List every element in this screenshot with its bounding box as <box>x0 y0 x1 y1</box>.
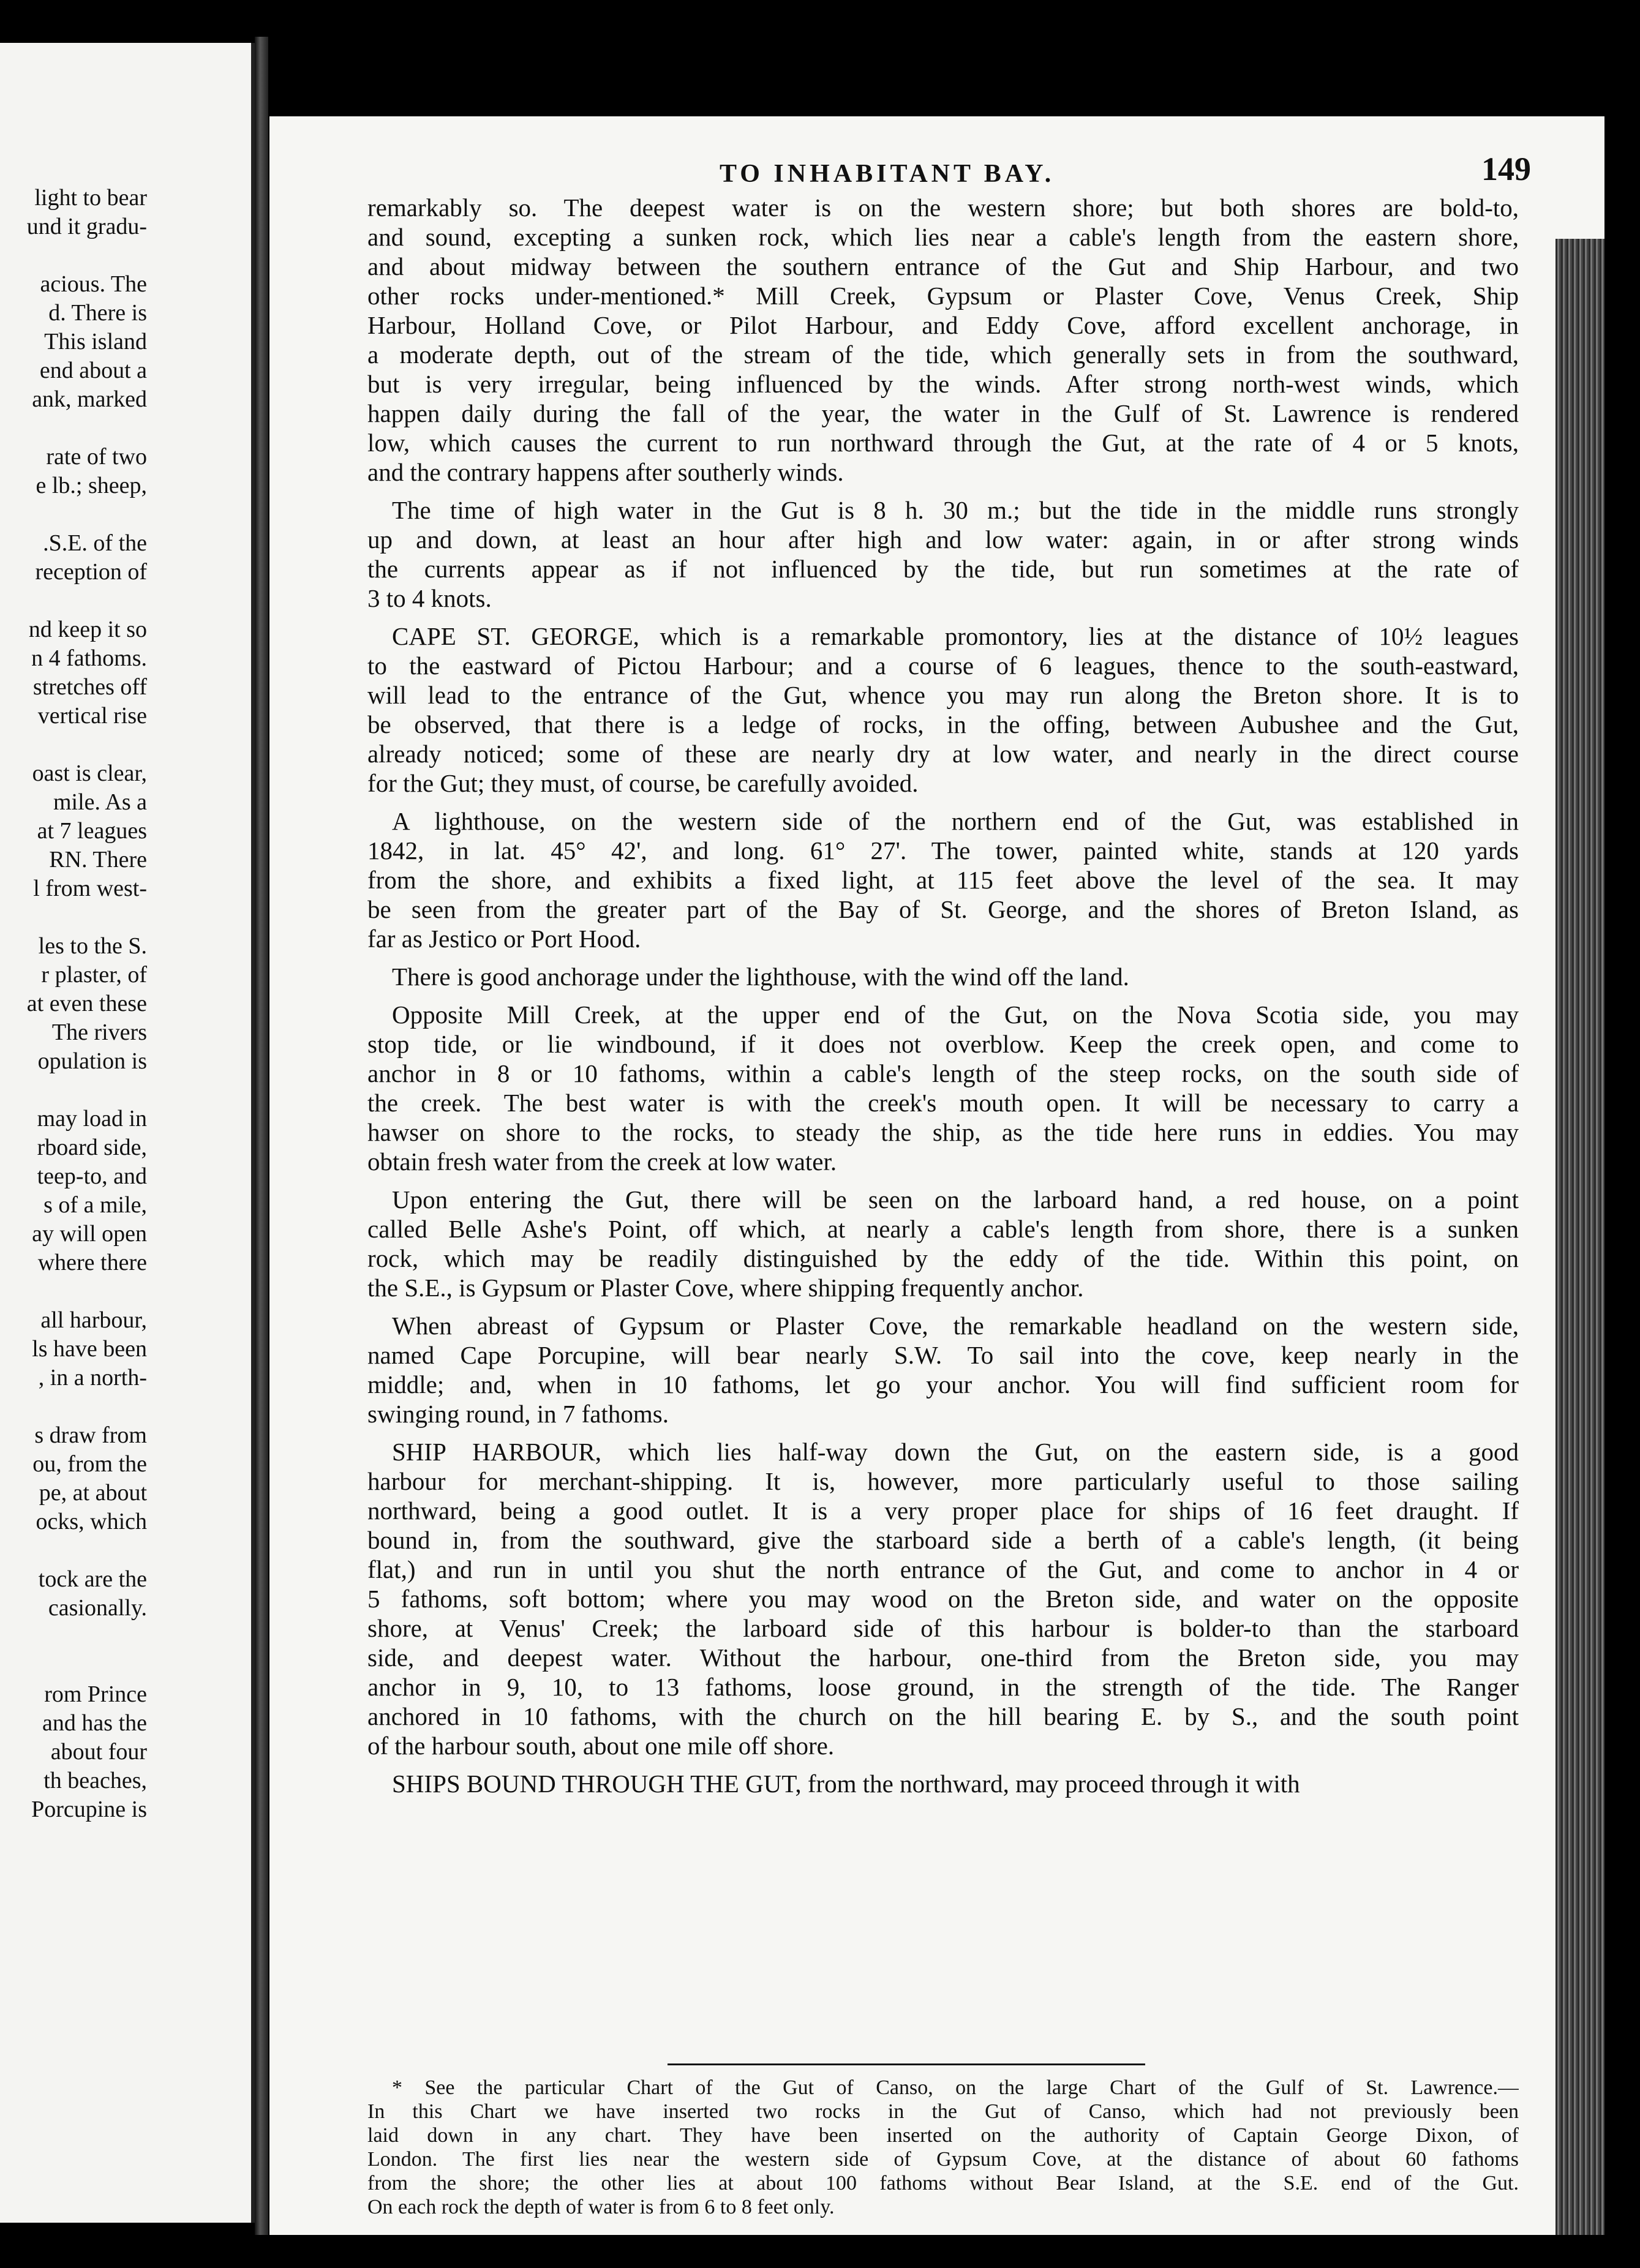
paragraph-gap <box>367 798 1519 806</box>
text-line: northward, being a good outlet. It is a very proper place for ships of 16 feet draught. If <box>367 1496 1519 1525</box>
text-line: anchor in 8 or 10 fathoms, within a cable's length of the steep rocks, on the south side of <box>367 1059 1519 1087</box>
text-line: named Cape Porcupine, will bear nearly S.W. To sail into the cove, keep nearly in the <box>367 1341 1519 1369</box>
left-page-line: Porcupine is <box>31 1797 147 1822</box>
left-page-line: rboard side, <box>37 1135 147 1160</box>
left-page-line: stretches off <box>32 674 147 700</box>
text-line: low, which causes the current to run northward through the Gut, at the rate of 4 or 5 knots, <box>367 429 1519 457</box>
text-line: and sound, excepting a sunken rock, which lies near a cable's length from the eastern shore, <box>367 223 1519 251</box>
left-page-line: and has the <box>42 1710 147 1736</box>
text-line: anchored in 10 fathoms, with the church on the hill bearing E. by S., and the south point <box>367 1702 1519 1730</box>
text-line: anchor in 9, 10, to 13 fathoms, loose ground, in the strength of the tide. The Ranger <box>367 1673 1519 1701</box>
paragraph <box>367 621 1519 798</box>
paragraph <box>367 495 1519 613</box>
paragraph <box>367 1437 1519 1760</box>
left-page-line: at 7 leagues <box>37 818 147 844</box>
text-line: bound in, from the southward, give the starboard side a berth of a cable's length, (it being <box>367 1526 1519 1554</box>
footnote-line: laid down in any chart. They have been inserted on the authority of Captain George Dixon, of <box>367 2124 1519 2147</box>
paragraph-gap <box>367 1798 1519 1807</box>
paragraph-gap <box>367 1176 1519 1185</box>
paragraph <box>367 962 1519 991</box>
left-page-line: all harbour, <box>40 1307 147 1333</box>
text-line: obtain fresh water from the creek at low water. <box>367 1147 837 1176</box>
text-line: will lead to the entrance of the Gut, whence you may run along the Breton shore. It is to <box>367 681 1519 709</box>
left-page-line: RN. There <box>49 847 147 873</box>
text-line: 1842, in lat. 45° 42', and long. 61° 27'. The tower, painted white, stands at 120 yards <box>367 836 1519 865</box>
left-page-line: ocks, which <box>36 1509 147 1534</box>
paragraph-gap <box>367 487 1519 495</box>
footnote-line: In this Chart we have inserted two rocks in the Gut of Canso, which had not previously been <box>367 2100 1519 2123</box>
left-page-line: pe, at about <box>39 1480 147 1506</box>
text-line: be observed, that there is a ledge of rocks, in the offing, between Aubushee and the Gut, <box>367 710 1519 738</box>
text-line: There is good anchorage under the lighthouse, with the wind off the land. <box>392 963 1129 991</box>
text-line: middle; and, when in 10 fathoms, let go your anchor. You will find sufficient room for <box>367 1370 1519 1399</box>
paragraph-gap <box>367 1429 1519 1437</box>
right-page <box>269 116 1604 2235</box>
paragraph <box>367 1769 1519 1798</box>
left-page-line: s of a mile, <box>43 1192 147 1218</box>
text-line: Harbour, Holland Cove, or Pilot Harbour, and Eddy Cove, afford excellent anchorage, in <box>367 311 1519 339</box>
left-page-line: ls have been <box>32 1336 147 1362</box>
text-line: the creek. The best water is with the creek's mouth open. It will be necessary to carry a <box>367 1089 1519 1117</box>
footnote <box>367 2076 1519 2219</box>
text-line: When abreast of Gypsum or Plaster Cove, the remarkable headland on the western side, <box>392 1312 1519 1340</box>
text-line: swinging round, in 7 fathoms. <box>367 1400 669 1428</box>
footnote-line: * See the particular Chart of the Gut of Canso, on the large Chart of the Gulf of St. Lawrence.— <box>392 2076 1519 2099</box>
footnote-line: London. The first lies near the western side of Gypsum Cove, at the distance of about 60 fathoms <box>367 2148 1519 2171</box>
left-page-line: vertical rise <box>37 703 147 729</box>
text-line: The time of high water in the Gut is 8 h. 30 m.; but the tide in the middle runs strongly <box>392 496 1519 524</box>
paragraph <box>367 1311 1519 1429</box>
footnote-line: from the shore; the other lies at about 100 fathoms without Bear Island, at the S.E. end of the Gut. <box>367 2172 1519 2195</box>
left-page-line: at even these <box>26 991 147 1016</box>
left-page-line: mile. As a <box>53 789 147 815</box>
left-page-line: end about a <box>39 358 147 383</box>
text-line: remarkably so. The deepest water is on the western shore; but both shores are bold-to, <box>367 193 1519 222</box>
left-page-line: nd keep it so <box>28 617 147 642</box>
paragraph-gap <box>367 613 1519 621</box>
text-line: happen daily during the fall of the year, the water in the Gulf of St. Lawrence is rendered <box>367 399 1519 427</box>
left-page-line: ay will open <box>32 1221 147 1247</box>
text-line: stop tide, or lie windbound, if it does not overblow. Keep the creek open, and come to <box>367 1030 1519 1058</box>
left-page-line: l from west- <box>33 876 147 901</box>
left-page-line: This island <box>44 329 147 355</box>
left-page-fragment <box>0 43 255 2223</box>
footnote-rule <box>668 2063 1145 2065</box>
paragraph <box>367 1185 1519 1302</box>
text-line: and about midway between the southern entrance of the Gut and Ship Harbour, and two <box>367 252 1519 280</box>
left-page-line: , in a north- <box>38 1365 147 1391</box>
paragraph-gap <box>367 991 1519 1000</box>
text-line: already noticed; some of these are nearly dry at low water, and nearly in the direct course <box>367 740 1519 768</box>
paragraph <box>367 806 1519 953</box>
left-page-line: s draw from <box>34 1422 147 1448</box>
text-line: up and down, at least an hour after high and low water: again, in or after strong winds <box>367 525 1519 554</box>
text-line: 3 to 4 knots. <box>367 584 492 612</box>
paragraph-gap <box>367 1760 1519 1769</box>
text-line: 5 fathoms, soft bottom; where you may wood on the Breton side, and water on the opposite <box>367 1585 1519 1613</box>
left-page-line: .S.E. of the <box>43 530 147 556</box>
left-page-line: e lb.; sheep, <box>36 473 147 498</box>
text-line: flat,) and run in until you shut the north entrance of the Gut, and come to anchor in 4 or <box>367 1555 1519 1583</box>
left-page-line: n 4 fathoms. <box>31 645 147 671</box>
text-line: but is very irregular, being influenced by the winds. After strong north-west winds, which <box>367 370 1519 398</box>
paragraph-gap <box>367 1302 1519 1311</box>
left-page-line: tock are the <box>38 1566 147 1592</box>
paragraph <box>367 193 1519 487</box>
page-edges <box>1555 239 1604 2235</box>
text-line: Opposite Mill Creek, at the upper end of the Gut, on the Nova Scotia side, you may <box>392 1001 1519 1029</box>
text-line: called Belle Ashe's Point, off which, at nearly a cable's length from shore, there is a sunken <box>367 1215 1519 1243</box>
text-line: SHIPS BOUND THROUGH THE GUT, from the northward, may proceed through it with <box>392 1770 1300 1798</box>
left-page-line: ank, marked <box>32 386 147 412</box>
footnote-line: On each rock the depth of water is from 6 to 8 feet only. <box>367 2196 835 2218</box>
body-text <box>367 193 1519 1807</box>
text-line: SHIP HARBOUR, which lies half-way down the Gut, on the eastern side, is a good <box>392 1438 1519 1466</box>
text-line: and the contrary happens after southerly winds. <box>367 458 844 486</box>
text-line: A lighthouse, on the western side of the northern end of the Gut, was established in <box>392 807 1519 835</box>
paragraph-gap <box>367 953 1519 962</box>
left-page-line: opulation is <box>37 1048 147 1074</box>
text-line: harbour for merchant-shipping. It is, however, more particularly useful to those sailing <box>367 1467 1519 1495</box>
left-page-line: may load in <box>37 1106 147 1132</box>
text-line: side, and deepest water. Without the harbour, one-third from the Breton side, you may <box>367 1643 1519 1672</box>
left-page-line: reception of <box>35 559 147 585</box>
text-line: rock, which may be readily distinguished by the eddy of the tide. Within this point, on <box>367 1244 1519 1272</box>
text-line: of the harbour south, about one mile off shore. <box>367 1732 835 1760</box>
left-page-line: acious. The <box>40 271 147 297</box>
left-page-line: d. There is <box>48 300 147 326</box>
left-page-line: les to the S. <box>38 933 147 959</box>
left-page-line: rate of two <box>46 444 147 470</box>
text-line: CAPE ST. GEORGE, which is a remarkable promontory, lies at the distance of 10½ leagues <box>392 622 1519 650</box>
page-number: 149 <box>1481 151 1531 187</box>
book-gutter <box>255 37 268 2235</box>
text-line: hawser on shore to the rocks, to steady the ship, as the tide here runs in eddies. You may <box>367 1118 1519 1146</box>
running-head: TO INHABITANT BAY. <box>720 160 1055 188</box>
paragraph <box>367 1000 1519 1176</box>
left-page-line: oast is clear, <box>32 760 147 786</box>
text-line: to the eastward of Pictou Harbour; and a course of 6 leagues, thence to the south-eastward, <box>367 651 1519 680</box>
left-page-line: where there <box>37 1250 147 1275</box>
left-page-line: casionally. <box>48 1595 147 1621</box>
left-page-line: r plaster, of <box>41 962 147 988</box>
left-page-line: The rivers <box>51 1019 147 1045</box>
left-page-line: about four <box>50 1739 147 1765</box>
text-line: shore, at Venus' Creek; the larboard side of this harbour is bolder-to than the starboard <box>367 1614 1519 1642</box>
left-page-line: light to bear <box>34 185 147 211</box>
text-line: far as Jestico or Port Hood. <box>367 925 641 953</box>
left-page-line: teep-to, and <box>37 1163 147 1189</box>
text-line: the currents appear as if not influenced by the tide, but run sometimes at the rate of <box>367 555 1519 583</box>
text-line: Upon entering the Gut, there will be seen on the larboard hand, a red house, on a point <box>392 1185 1519 1214</box>
left-page-line: rom Prince <box>44 1681 147 1707</box>
text-line: a moderate depth, out of the stream of the tide, which generally sets in from the southward, <box>367 340 1519 369</box>
left-page-line: th beaches, <box>43 1768 147 1793</box>
left-page-line: ou, from the <box>32 1451 147 1477</box>
text-line: other rocks under-mentioned.* Mill Creek, Gypsum or Plaster Cove, Venus Creek, Ship <box>367 282 1519 310</box>
left-page-line: und it gradu- <box>26 214 147 239</box>
text-line: the S.E., is Gypsum or Plaster Cove, where shipping frequently anchor. <box>367 1274 1084 1302</box>
text-line: from the shore, and exhibits a fixed light, at 115 feet above the level of the sea. It may <box>367 866 1519 894</box>
text-line: be seen from the greater part of the Bay of St. George, and the shores of Breton Island, as <box>367 895 1519 923</box>
text-line: for the Gut; they must, of course, be carefully avoided. <box>367 769 919 797</box>
